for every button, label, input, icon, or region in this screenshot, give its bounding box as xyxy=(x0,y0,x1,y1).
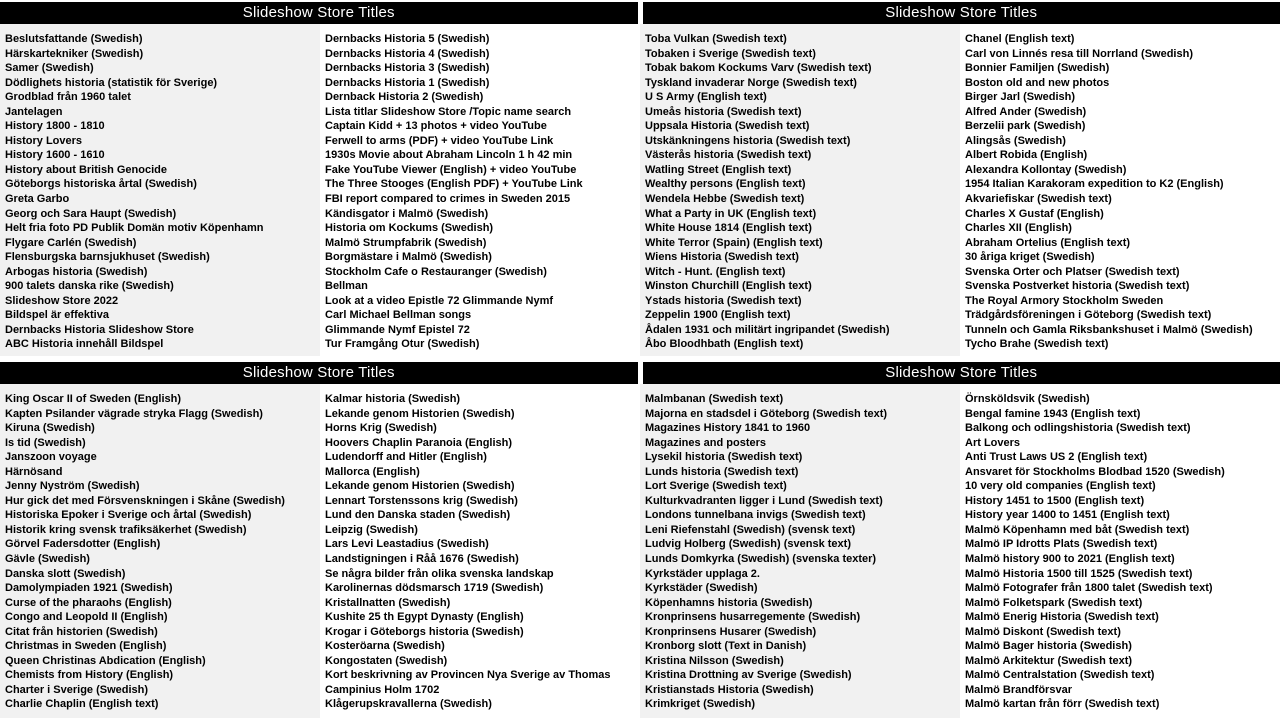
title-item: Majorna en stadsdel i Göteborg (Swedish text) xyxy=(645,407,888,420)
title-item: Historiska Epoker i Sverige och årtal (Swedish) xyxy=(5,509,252,522)
title-item: 900 talets danska rike (Swedish) xyxy=(5,280,174,293)
title-item: Kronborg slott (Text in Danish) xyxy=(645,640,807,653)
title-item: U S Army (English text) xyxy=(645,91,767,104)
title-item: Alfred Ander (Swedish) xyxy=(965,105,1087,118)
title-item: Dernbacks Historia 5 (Swedish) xyxy=(325,33,490,45)
title-item: Borgmästare i Malmö (Swedish) xyxy=(325,251,492,264)
title-item: Örnsköldsvik (Swedish) xyxy=(965,393,1090,405)
title-item: Görvel Fadersdotter (English) xyxy=(5,538,161,551)
title-item: Malmö Köpenhamn med båt (Swedish text) xyxy=(965,523,1190,536)
title-item: Kort beskrivning av Provincen Nya Sverige av Thomas xyxy=(325,669,611,682)
title-item: Dernbacks Historia Slideshow Store xyxy=(5,323,194,336)
title-item: Hoovers Chaplin Paranoia (English) xyxy=(325,436,513,449)
title-item: Citat från historien (Swedish) xyxy=(5,625,158,638)
title-item: Uppsala Historia (Swedish text) xyxy=(645,120,810,133)
title-item: History 1800 - 1810 xyxy=(5,120,105,133)
header-row-top xyxy=(0,2,1280,24)
title-item: The Three Stooges (English PDF) + YouTube Link xyxy=(325,178,583,191)
title-item: Svenska Postverket historia (Swedish text) xyxy=(965,280,1190,293)
title-item: Tyskland invaderar Norge (Swedish text) xyxy=(645,76,857,89)
title-item: Kristianstads Historia (Swedish) xyxy=(645,683,814,696)
title-item: Historik kring svensk trafiksäkerhet (Swedish) xyxy=(5,523,247,536)
title-item: The Royal Armory Stockholm Sweden xyxy=(965,294,1164,307)
title-item: Lund den Danska staden (Swedish) xyxy=(325,509,511,522)
title-item: Tobaken i Sverige (Swedish text) xyxy=(645,47,816,60)
columns-top xyxy=(0,24,1280,356)
title-item: Charles X Gustaf (English) xyxy=(965,207,1104,220)
title-item: Kiruna (Swedish) xyxy=(5,422,95,435)
title-item: Slideshow Store 2022 xyxy=(5,294,119,307)
title-item: Tycho Brahe (Swedish text) xyxy=(965,338,1109,351)
title-item: Samer (Swedish) xyxy=(5,62,94,75)
title-column-8 xyxy=(960,384,1280,718)
title-item: Campinius Holm 1702 xyxy=(325,683,440,696)
title-item: Congo and Leopold II (English) xyxy=(5,611,168,624)
title-column-4 xyxy=(960,24,1280,356)
title-item: Klågerupskravallerna (Swedish) xyxy=(325,698,492,711)
title-item: Ferwell to arms (PDF) + video YouTube Link xyxy=(325,134,554,147)
title-item: Horns Krig (Swedish) xyxy=(325,422,437,435)
title-item: Charles XII (English) xyxy=(965,222,1072,235)
title-item: Arbogas historia (Swedish) xyxy=(5,265,148,278)
section-top xyxy=(0,2,1280,356)
title-item: ABC Historia innehåll Bildspel xyxy=(5,338,164,351)
title-item: Kronprinsens Husarer (Swedish) xyxy=(645,625,817,638)
title-item: Alexandra Kollontay (Swedish) xyxy=(965,163,1127,176)
title-item: Georg och Sara Haupt (Swedish) xyxy=(5,207,177,220)
header-row-bottom xyxy=(0,362,1280,384)
title-item: Jantelagen xyxy=(5,105,63,118)
title-item: Malmö Historia 1500 till 1525 (Swedish text) xyxy=(965,567,1193,580)
title-item: Glimmande Nymf Epistel 72 xyxy=(325,323,470,336)
title-item: Malmö kartan från förr (Swedish text) xyxy=(965,698,1160,711)
title-item: Carl Michael Bellman songs xyxy=(325,309,472,322)
title-item: Bengal famine 1943 (English text) xyxy=(965,407,1141,420)
title-item: Wendela Hebbe (Swedish text) xyxy=(645,193,805,206)
title-column-5 xyxy=(0,384,320,718)
title-item: Malmö Centralstation (Swedish text) xyxy=(965,669,1155,682)
title-item: Malmö Strumpfabrik (Swedish) xyxy=(325,236,487,249)
section-bottom xyxy=(0,362,1280,718)
title-item: Krogar i Göteborgs historia (Swedish) xyxy=(325,625,524,638)
title-item: Lekande genom Historien (Swedish) xyxy=(325,480,515,493)
title-item: Chanel (English text) xyxy=(965,33,1075,45)
title-item: 10 very old companies (English text) xyxy=(965,480,1156,493)
title-item: Kristallnatten (Swedish) xyxy=(325,596,451,609)
title-item: Trädgårdsföreningen i Göteborg (Swedish text) xyxy=(965,309,1212,322)
title-item: 1930s Movie about Abraham Lincoln 1 h 42 min xyxy=(325,149,573,162)
title-item: Dernback Historia 2 (Swedish) xyxy=(325,91,484,104)
title-item: Härnösand xyxy=(5,465,63,478)
section-header-bar: Slideshow Store Titles xyxy=(0,2,638,24)
title-item: Göteborgs historiska årtal (Swedish) xyxy=(5,178,197,191)
title-item: History year 1400 to 1451 (English text) xyxy=(965,509,1170,522)
title-item: Berzelii park (Swedish) xyxy=(965,120,1086,133)
title-item: Ystads historia (Swedish text) xyxy=(645,294,802,307)
columns-bottom xyxy=(0,384,1280,718)
title-item: White House 1814 (English text) xyxy=(645,222,812,235)
title-item: Karolinernas dödsmarsch 1719 (Swedish) xyxy=(325,582,544,595)
title-item: Witch - Hunt. (English text) xyxy=(645,265,786,278)
title-item: Lennart Torstenssons krig (Swedish) xyxy=(325,494,518,507)
title-item: Kyrkstäder (Swedish) xyxy=(645,582,758,595)
title-column-7 xyxy=(640,384,960,718)
title-column-3 xyxy=(640,24,960,356)
title-item: Carl von Linnés resa till Norrland (Swedish) xyxy=(965,47,1193,60)
title-item: Bonnier Familjen (Swedish) xyxy=(965,62,1110,75)
title-item: Greta Garbo xyxy=(5,193,70,206)
title-item: History 1451 to 1500 (English text) xyxy=(965,494,1145,507)
title-item: Magazines and posters xyxy=(645,436,767,449)
title-item: Magazines History 1841 to 1960 xyxy=(645,422,811,435)
title-item: Ludvig Holberg (Swedish) (svensk text) xyxy=(645,538,851,551)
title-item: Flensburgska barnsjukhuset (Swedish) xyxy=(5,251,210,264)
title-item: Malmö Fotografer från 1800 talet (Swedish text) xyxy=(965,582,1213,595)
section-header-bar: Slideshow Store Titles xyxy=(0,362,638,384)
title-item: Stockholm Cafe o Restauranger (Swedish) xyxy=(325,265,547,278)
title-item: Dernbacks Historia 3 (Swedish) xyxy=(325,62,490,75)
title-item: Winston Churchill (English text) xyxy=(645,280,812,293)
title-item: Charlie Chaplin (English text) xyxy=(5,698,159,711)
title-item: Birger Jarl (Swedish) xyxy=(965,91,1076,104)
title-item: Malmö history 900 to 2021 (English text) xyxy=(965,553,1175,566)
title-item: Kyrkstäder upplaga 2. xyxy=(645,567,760,580)
title-item: Leni Riefenstahl (Swedish) (svensk text) xyxy=(645,523,856,536)
title-item: Lars Levi Leastadius (Swedish) xyxy=(325,538,489,551)
title-item: Tur Framgång Otur (Swedish) xyxy=(325,338,480,351)
title-item: Chemists from History (English) xyxy=(5,669,174,682)
title-item: Åbo Bloodhbath (English text) xyxy=(645,338,804,351)
title-item: Lista titlar Slideshow Store /Topic name search xyxy=(325,105,572,118)
title-item: Lunds Domkyrka (Swedish) (svenska texter) xyxy=(645,553,877,566)
title-item: Gävle (Swedish) xyxy=(5,553,90,566)
title-item: Lysekil historia (Swedish text) xyxy=(645,451,803,464)
title-item: Mallorca (English) xyxy=(325,465,420,478)
title-item: Dödlighets historia (statistik för Sverige) xyxy=(5,76,218,89)
title-column-1 xyxy=(0,24,320,356)
title-item: Danska slott (Swedish) xyxy=(5,567,126,580)
title-item: History 1600 - 1610 xyxy=(5,149,105,162)
title-item: Dernbacks Historia 1 (Swedish) xyxy=(325,76,490,89)
title-item: Kapten Psilander vägrade stryka Flagg (Swedish) xyxy=(5,407,263,420)
title-item: Damolympiaden 1921 (Swedish) xyxy=(5,582,173,595)
title-item: Captain Kidd + 13 photos + video YouTube xyxy=(325,120,547,133)
title-item: Grodblad från 1960 talet xyxy=(5,91,131,104)
title-item: Malmö Enerig Historia (Swedish text) xyxy=(965,611,1159,624)
title-item: Bildspel är effektiva xyxy=(5,309,109,322)
title-item: Janszoon voyage xyxy=(5,451,97,464)
title-item: Kalmar historia (Swedish) xyxy=(325,393,461,405)
title-item: 1954 Italian Karakoram expedition to K2 (English) xyxy=(965,178,1224,191)
title-item: Wealthy persons (English text) xyxy=(645,178,806,191)
title-item: Helt fria foto PD Publik Domän motiv Köpenhamn xyxy=(5,222,264,235)
title-item: Utskänkningens historia (Swedish text) xyxy=(645,134,851,147)
title-item: Kristina Nilsson (Swedish) xyxy=(645,654,784,667)
title-item: Londons tunnelbana invigs (Swedish text) xyxy=(645,509,866,522)
title-item: Ådalen 1931 och militärt ingripandet (Swedish) xyxy=(645,323,890,336)
title-item: Zeppelin 1900 (English text) xyxy=(645,309,791,322)
title-item: Ansvaret för Stockholms Blodbad 1520 (Swedish) xyxy=(965,465,1225,478)
title-item: History about British Genocide xyxy=(5,163,167,176)
title-item: Jenny Nyström (Swedish) xyxy=(5,480,140,493)
title-item: Is tid (Swedish) xyxy=(5,436,86,449)
title-item: Historia om Kockums (Swedish) xyxy=(325,222,494,235)
title-item: Abraham Ortelius (English text) xyxy=(965,236,1131,249)
title-item: Balkong och odlingshistoria (Swedish text) xyxy=(965,422,1191,435)
title-item: Härskartekniker (Swedish) xyxy=(5,47,144,60)
title-item: Kushite 25 th Egypt Dynasty (English) xyxy=(325,611,524,624)
title-item: White Terror (Spain) (English text) xyxy=(645,236,823,249)
title-item: Charter i Sverige (Swedish) xyxy=(5,683,149,696)
title-item: Christmas in Sweden (English) xyxy=(5,640,167,653)
title-item: Lort Sverige (Swedish text) xyxy=(645,480,787,493)
title-item: Tunneln och Gamla Riksbankshuset i Malmö (Swedish) xyxy=(965,323,1253,336)
title-item: King Oscar II of Sweden (English) xyxy=(5,393,182,405)
title-item: Dernbacks Historia 4 (Swedish) xyxy=(325,47,490,60)
title-item: Malmö Brandförsvar xyxy=(965,683,1072,696)
title-item: Lunds historia (Swedish text) xyxy=(645,465,799,478)
section-header-bar: Slideshow Store Titles xyxy=(643,2,1280,24)
title-item: Västerås historia (Swedish text) xyxy=(645,149,812,162)
title-item: Ludendorff and Hitler (English) xyxy=(325,451,487,464)
title-item: Queen Christinas Abdication (English) xyxy=(5,654,206,667)
title-item: Anti Trust Laws US 2 (English text) xyxy=(965,451,1148,464)
title-item: Beslutsfattande (Swedish) xyxy=(5,33,143,45)
title-item: Boston old and new photos xyxy=(965,76,1110,89)
title-item: What a Party in UK (English text) xyxy=(645,207,817,220)
title-item: Flygare Carlén (Swedish) xyxy=(5,236,137,249)
title-item: Kosteröarna (Swedish) xyxy=(325,640,445,653)
title-item: Svenska Orter och Platser (Swedish text) xyxy=(965,265,1180,278)
title-item: Look at a video Epistle 72 Glimmande Nymf xyxy=(325,294,554,307)
title-item: Curse of the pharaohs (English) xyxy=(5,596,172,609)
title-item: Bellman xyxy=(325,280,368,293)
title-item: Umeås historia (Swedish text) xyxy=(645,105,802,118)
title-item: Malmö Folketspark (Swedish text) xyxy=(965,596,1143,609)
title-item: Malmö IP Idrotts Plats (Swedish text) xyxy=(965,538,1158,551)
section-header-bar: Slideshow Store Titles xyxy=(643,362,1280,384)
title-item: Köpenhamns historia (Swedish) xyxy=(645,596,813,609)
title-column-6 xyxy=(320,384,640,718)
title-item: Akvariefiskar (Swedish text) xyxy=(965,193,1112,206)
title-item: Landstigningen i Råå 1676 (Swedish) xyxy=(325,553,519,566)
title-item: Albert Robida (English) xyxy=(965,149,1088,162)
title-column-2 xyxy=(320,24,640,356)
title-item: Wiens Historia (Swedish text) xyxy=(645,251,799,264)
title-item: Se några bilder från olika svenska landskap xyxy=(325,567,554,580)
title-item: Lekande genom Historien (Swedish) xyxy=(325,407,515,420)
title-item: Malmö Bager historia (Swedish) xyxy=(965,640,1132,653)
title-item: Krimkriget (Swedish) xyxy=(645,698,756,711)
title-item: Kändisgator i Malmö (Swedish) xyxy=(325,207,489,220)
title-item: Tobak bakom Kockums Varv (Swedish text) xyxy=(645,62,872,75)
title-item: Kulturkvadranten ligger i Lund (Swedish text) xyxy=(645,494,883,507)
title-item: Watling Street (English text) xyxy=(645,163,792,176)
title-item: Leipzig (Swedish) xyxy=(325,523,418,536)
title-item: Malmö Diskont (Swedish text) xyxy=(965,625,1121,638)
title-item: Malmö Arkitektur (Swedish text) xyxy=(965,654,1133,667)
title-item: Malmbanan (Swedish text) xyxy=(645,393,784,405)
title-item: Hur gick det med Försvenskningen i Skåne (Swedish) xyxy=(5,494,285,507)
title-item: Art Lovers xyxy=(965,436,1021,449)
title-item: 30 åriga kriget (Swedish) xyxy=(965,251,1095,264)
title-item: Kristina Drottning av Sverige (Swedish) xyxy=(645,669,852,682)
title-item: Toba Vulkan (Swedish text) xyxy=(645,33,787,45)
title-item: Fake YouTube Viewer (English) + video YouTube xyxy=(325,163,577,176)
title-item: Kronprinsens husarregemente (Swedish) xyxy=(645,611,861,624)
title-item: Kongostaten (Swedish) xyxy=(325,654,448,667)
title-item: FBI report compared to crimes in Sweden 2015 xyxy=(325,193,571,206)
title-item: History Lovers xyxy=(5,134,83,147)
title-item: Alingsås (Swedish) xyxy=(965,134,1066,147)
